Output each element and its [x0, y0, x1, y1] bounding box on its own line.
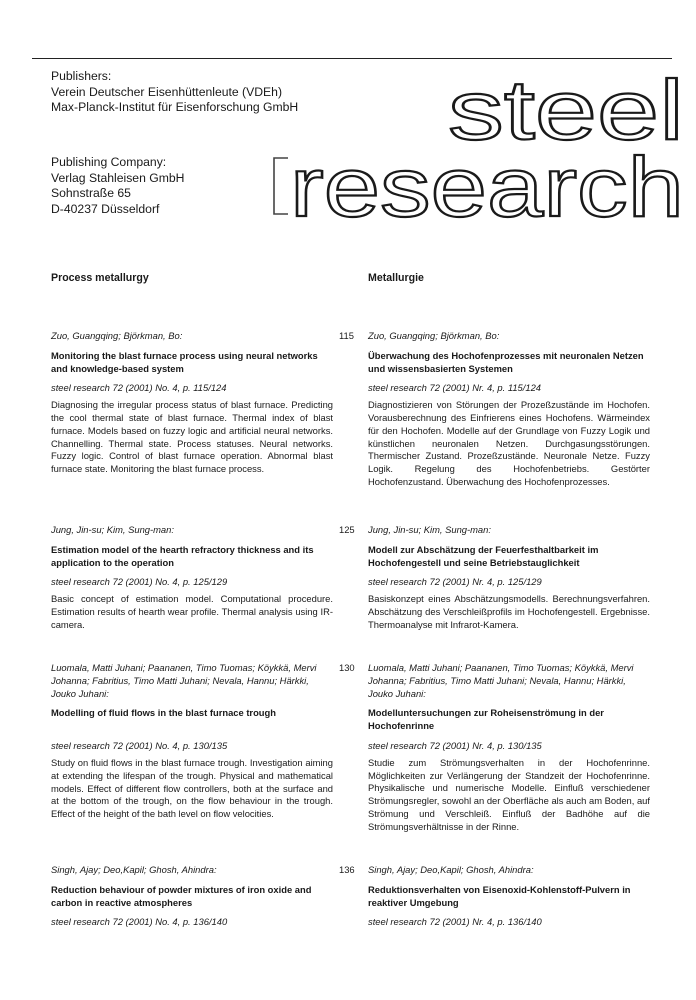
header-rule — [32, 58, 672, 59]
article-reference: steel research 72 (2001) Nr. 4, p. 115/124 — [368, 382, 542, 394]
section-heading-english: Process metallurgy — [51, 272, 149, 284]
article-de — [368, 330, 650, 489]
article-title: Monitoring the blast furnace process using neural networks and knowledge-based system — [51, 349, 318, 374]
article-abstract: Studie zum Strömungsverhalten in der Hochofenrinne. Möglichkeiten zur Verlängerung der Standzeit der Hochofenrinne. Physikalische und numerische Modelle. Einfluß verschiedener Strömungsregler, sowohl an der Oberfläche als auch am Boden, auf Strömung und Verschleiß. Einfluß der Badhöhe auf die Strömungsverhältnisse in der Rinne. — [368, 756, 650, 832]
page-number: 115 — [339, 330, 354, 341]
article-title: Modelluntersuchungen zur Roheisenströmung in der Hochofenrinne — [368, 707, 604, 732]
article-title: Reduction behaviour of powder mixtures of iron oxide and carbon in reactive atmospheres — [51, 883, 312, 908]
page-number: 125 — [339, 524, 355, 535]
article-reference: steel research 72 (2001) No. 4, p. 136/140 — [51, 916, 228, 928]
article-authors: Jung, Jin-su; Kim, Sung-man: — [51, 524, 174, 535]
article-title: Überwachung des Hochofenprozesses mit neuronalen Netzen und wissensbasierten Systemen — [368, 349, 644, 374]
article-authors: Singh, Ajay; Deo,Kapil; Ghosh, Ahindra: — [368, 864, 534, 875]
article-abstract: Diagnosing the irregular process status of blast furnace. Predicting the cool thermal state of blast furnace. Thermal index of blast furnace. Models based on fuzzy logic and artificial neural networks. Channelling. Thermal state. Process statuses. Neural networks. Fuzzy logic. Control of blast furnace operation. Abnormal blast furnace state. Monitoring the blast furnace process. — [51, 399, 333, 475]
article-authors: Zuo, Guangqing; Björkman, Bo: — [51, 330, 183, 341]
publishers-line: Verein Deutscher Eisenhüttenleute (VDEh) — [51, 84, 283, 99]
article-de — [368, 662, 650, 834]
publishers-line: Max-Planck-Institut für Eisenforschung GmbH — [51, 100, 299, 115]
article-reference: steel research 72 (2001) No. 4, p. 115/124 — [51, 382, 227, 394]
article-en — [51, 864, 333, 929]
article-reference: steel research 72 (2001) No. 4, p. 130/135 — [51, 740, 228, 752]
article-en — [51, 330, 333, 476]
company-line: Publishing Company: — [51, 155, 167, 169]
steel-research-logo — [268, 66, 688, 222]
article-authors: Jung, Jin-su; Kim, Sung-man: — [368, 524, 491, 535]
logo-word-research: research — [290, 140, 684, 222]
article-title: Reduktionsverhalten von Eisenoxid-Kohlenstoff-Pulvern in reaktiver Umgebung — [368, 883, 631, 908]
article-de — [368, 864, 650, 929]
article-en — [51, 524, 333, 632]
logo-word-steel: steel — [448, 66, 684, 157]
company-line: Sohnstraße 65 — [51, 186, 131, 201]
page-number: 130 — [339, 662, 355, 673]
company-line: Verlag Stahleisen GmbH — [51, 170, 185, 185]
section-heading-german: Metallurgie — [368, 272, 424, 284]
article-reference: steel research 72 (2001) No. 4, p. 125/129 — [51, 576, 228, 588]
company-line: D-40237 Düsseldorf — [51, 201, 160, 216]
article-title: Modell zur Abschätzung der Feuerfesthaltbarkeit im Hochofengestell und seine Betriebstauglichkeit — [368, 543, 599, 568]
article-authors: Luomala, Matti Juhani; Paananen, Timo Tuomas; Köykkä, Mervi Johanna; Fabritius, Timo Matti Juhani; Nevala, Hannu; Härkki, Jouko Juhani: — [51, 662, 317, 699]
article-abstract: Study on fluid flows in the blast furnace trough. Investigation aiming at extending the lifespan of the trough. Physical and mathematical models. Effect of different flow controllers, both at the surface and at the bottom of the trough, on the flow behaviour in the trough. Effect of the height of the bath level on flow velocities. — [51, 756, 333, 820]
article-authors: Singh, Ajay; Deo,Kapil; Ghosh, Ahindra: — [51, 864, 217, 875]
article-reference: steel research 72 (2001) Nr. 4, p. 136/140 — [368, 916, 542, 928]
publishers-block — [51, 69, 298, 116]
article-authors: Zuo, Guangqing; Björkman, Bo: — [368, 330, 500, 341]
publishing-company-block — [51, 155, 184, 217]
article-en — [51, 662, 333, 821]
article-title: Estimation model of the hearth refractory thickness and its application to the operation — [51, 543, 314, 568]
page-number: 136 — [339, 864, 355, 875]
article-abstract: Diagnostizieren von Störungen der Prozeßzustände im Hochofen. Vorausberechnung des Einfrierens eines Hochofens. Wärmeindex für den Hochofen. Modelle auf der Grundlage von Fuzzy Logik und künstlichen neuronalen Netzen. Durchgasungsstörungen. Thermischer Zustand. Prozeßzustände. Neuronale Netze. Fuzzy Logik. Regelung des Hochofenbetriebs. Gestörter Hochofenzustand. Überwachung des Hochofenprozesses. — [368, 399, 650, 487]
publishers-line: Publishers: — [51, 69, 112, 83]
article-de — [368, 524, 650, 632]
article-title: Modelling of fluid flows in the blast furnace trough — [51, 707, 276, 719]
article-authors: Luomala, Matti Juhani; Paananen, Timo Tuomas; Köykkä, Mervi Johanna; Fabritius, Timo Matti Juhani; Nevala, Hannu; Härkki, Jouko Juhani: — [368, 662, 634, 699]
article-abstract: Basiskonzept eines Abschätzungsmodells. Berechnungsverfahren. Abschätzung des Verschleißprofils im Hochofengestell. Ergebnisse. Thermoanalyse mit Infrarot-Kamera. — [368, 593, 650, 630]
article-abstract: Basic concept of estimation model. Computational procedure. Estimation results of hearth wear profile. Thermal analysis using IR-camera. — [51, 593, 333, 630]
article-reference: steel research 72 (2001) Nr. 4, p. 125/129 — [368, 576, 542, 588]
article-reference: steel research 72 (2001) Nr. 4, p. 130/135 — [368, 739, 542, 751]
